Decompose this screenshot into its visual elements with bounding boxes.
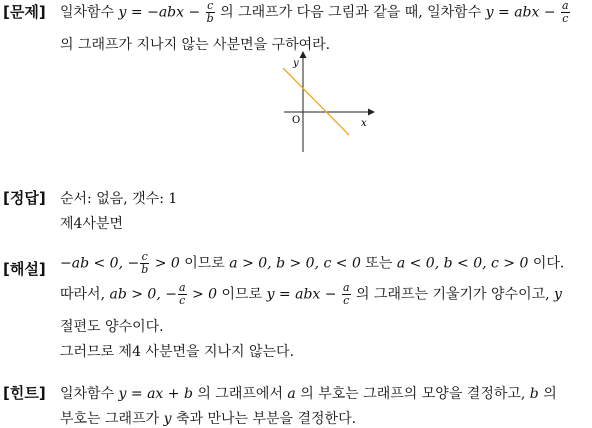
fraction-a-over-c: $\frac{a}{c}$ bbox=[562, 0, 569, 25]
fraction-a-over-c-2: $\frac{a}{c}$ bbox=[178, 281, 186, 307]
explanation-line-1: −ab < 0, − $\frac{c}{b}$ > 0 이므로 a > 0, b > 0, c < 0 또는 a < 0, b < 0, c > 0 이다. bbox=[60, 250, 565, 276]
problem-line-2: 의 그래프가 지나지 않는 사분면을 구하여라. bbox=[60, 37, 331, 53]
fraction-a-over-c-3: $\frac{a}{c}$ bbox=[342, 281, 350, 307]
problem-line-1: 일차함수 y = −abx − $\frac{c}{b}$ 의 그래프가 다음 그림과 같을 때, 일차함수 y = abx − $\frac{a}{c}$ bbox=[60, 0, 569, 25]
explanation-line-3: 절편도 양수이다. bbox=[60, 319, 164, 335]
hint-line-1: 일차함수 y = ax + b 의 그래프에서 a 의 부호는 그래프의 모양을 결정하고, b 의 bbox=[60, 386, 557, 402]
hint-tag: [힌트] bbox=[3, 384, 46, 402]
answer-line-1: 순서: 없음, 갯수: 1 bbox=[60, 191, 178, 207]
fraction-c-over-b: $\frac{c}{b}$ bbox=[206, 0, 214, 25]
explanation-line-2: 따라서, ab > 0, − $\frac{a}{c}$ > 0 이므로 y = abx − $\frac{a}{c}$ 의 그래프는 기울기가 양수이고, y bbox=[60, 281, 562, 307]
explanation-line-4: 그러므로 제4 사분면을 지나지 않는다. bbox=[60, 344, 295, 360]
answer-line-2: 제4사분면 bbox=[60, 216, 124, 232]
origin-label: O bbox=[292, 115, 301, 126]
fraction-c-over-b-2: $\frac{c}{b}$ bbox=[141, 250, 149, 276]
hint-line-2: 부호는 그래프가 y 축과 만나는 부분을 결정한다. bbox=[60, 411, 357, 427]
problem-graph bbox=[280, 48, 380, 156]
answer-tag: [정답] bbox=[3, 189, 46, 207]
y-axis-label: y bbox=[293, 58, 299, 69]
explanation-tag: [해설] bbox=[3, 260, 46, 278]
problem-tag: [문제] bbox=[3, 3, 46, 21]
x-axis-label: x bbox=[361, 118, 367, 129]
